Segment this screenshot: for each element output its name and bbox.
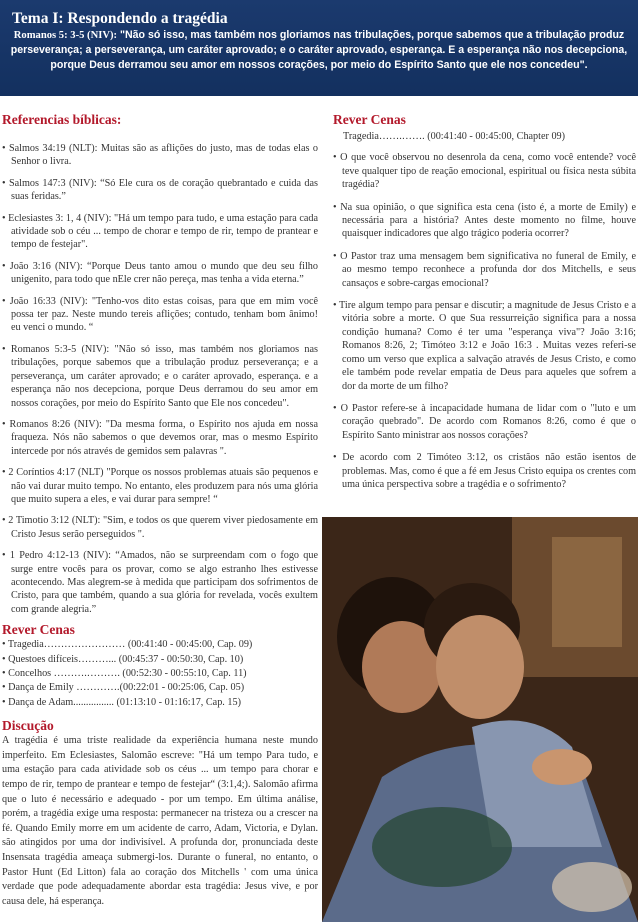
family-grieving-photo	[322, 517, 638, 922]
page-title: Tema I: Respondendo a tragédia	[12, 10, 228, 27]
cena-item: • Dança de Emily ………….(00:22:01 - 00:25:06, Cap. 05)	[2, 682, 245, 694]
question-item: • O Pastor traz uma mensagem bem significativa no funeral de Emily, e ao mesmo tempo reconhece a profunda dor dos Mitchells, e seus cansaços e sobre-cargas emocional?	[333, 250, 636, 289]
ref-item: • 2 Timotio 3:12 (NLT): "Sim, e todos os que querem viver piedosamente em Cristo Jesus serão perseguidos ".	[2, 515, 318, 540]
discussion-heading: Discução	[2, 718, 54, 734]
question-item: • O que você observou no desenrola da cena, como você entende? você teve qualquer tipo de reação emocional, espiritual ou física nesta súbita tragédia?	[333, 152, 636, 191]
refs-heading: Referencias bíblicas:	[2, 112, 122, 127]
photo-illustration	[322, 517, 638, 922]
refs-list	[2, 142, 318, 616]
header-banner	[0, 0, 638, 96]
left-column	[2, 112, 318, 909]
cena-item: • Concelhos ……….………. (00:52:30 - 00:55:10, Cap. 11)	[2, 668, 247, 679]
cena-item: • Tragedia…………………… (00:41:40 - 00:45:00, Cap. 09)	[2, 639, 253, 651]
ref-item: • Salmos 147:3 (NIV): “Só Ele cura os de coração quebrantado e cuida das suas feridas.”	[2, 177, 318, 203]
ref-item: • João 16:33 (NIV): "Tenho-vos dito estas coisas, para que em mim você possa ter paz. Neste mundo tereis aflições; contudo, tenham bom ânimo! eu venci o mundo. “	[2, 295, 318, 334]
ref-item: • 1 Pedro 4:12-13 (NIV): “Amados, não se surpreendam com o fogo que surge entre vocês para os provar, como se algo estranho lhes estivesse acontecendo. Mas alegrem-se à medida que participam dos sofrimentos de Cristo, para que também, quando a sua glória for revelada, vocês exultem com grande alegria.”	[2, 550, 318, 615]
questions-list	[333, 151, 636, 491]
ref-item: • Eclesiastes 3: 1, 4 (NIV): "Há um tempo para tudo, e uma estação para cada atividade sob o céu ... tempo de chorar e tempo de rir, tempo de prantear e tempo de festejar".	[2, 212, 318, 251]
cena-item: • Dança de Adam................ (01:13:10 - 01:16:17, Cap. 15)	[2, 696, 241, 708]
question-item: • Na sua opinião, o que significa esta cena (isto é, a morte de Emily) e necessária para a história? Antes deste momento no filme, houve quaisquer indicadores que algo trágico poderia ocorrer?	[333, 201, 636, 240]
question-item: • Tire algum tempo para pensar e discutir; a magnitude de Jesus Cristo e a vitória sobre a morte. O que Sua ressurreição significa para a nossa condição humana? Como é ter uma "esperança viva"? João 3:16; Romanos 8:26, 2; Timóteo 3:12 e João 16:3 . Muitas vezes referi-se como um verso que explica a salvação através de Jesus Cristo, e como ele também pode revelar empatia de Deus para aqueles que sofrem a dor da morte de um filho?	[333, 300, 636, 392]
cenas-heading: Rever Cenas	[2, 622, 75, 638]
ref-item: • 2 Coríntios 4:17 (NLT) "Porque os nossos problemas atuais são pequenos e não vai durar muito tempo. No entanto, eles produzem para nós uma glória que muito supera a eles, e vai durar para sempre! “	[2, 467, 318, 505]
question-item: • O Pastor refere-se à incapacidade humana de lidar com o "luto e um coração quebrado". De acordo com Romanos 8:26, como é que o Espírito Santo ministrar aos nossos corações?	[333, 402, 636, 441]
cenas-list	[2, 638, 318, 710]
cena-item: • Questoes difíceis………... (00:45:37 - 00:50:30, Cap. 10)	[2, 653, 244, 665]
header-verse	[8, 28, 630, 73]
scene-line: Tragedia…….……. (00:41:40 - 00:45:00, Chapter 09)	[343, 131, 566, 142]
right-column	[333, 112, 636, 491]
ref-item: • Salmos 34:19 (NLT): Muitas são as aflições do justo, mas de todas elas o Senhor o livra.	[2, 143, 318, 168]
ref-item: • Romanos 8:26 (NIV): "Da mesma forma, o Espírito nos ajuda em nossa fraqueza. Nós não sabemos o que devemos orar, mas o mesmo Espírito intercede por nós através de gemidos sem palavras ".	[2, 418, 318, 457]
verse-reference: Romanos 5: 3-5 (NIV):	[13, 30, 118, 41]
rever-cenas-heading: Rever Cenas	[333, 112, 406, 127]
question-item: • De acordo com 2 Timóteo 3:12, os cristãos não estão isentos de problemas. Mas, como é que a fé em Jesus Cristo equipa os crentes com uma única perspectiva sobre a tragédia e o sofrimento?	[333, 452, 636, 490]
verse-text: "Não só isso, mas também nos gloriamos nas tribulações, porque sabemos que a tribulação produz perseverança; a perseverança, um caráter aprovado; e o caráter aprovado, esperança. E a esperança não nos decepciona, porque Deus derramou seu amor em nossos corações, por meio do Espírito Santo que ele nos concedeu".	[10, 29, 628, 71]
ref-item: • João 3:16 (NIV): “Porque Deus tanto amou o mundo que deu seu filho unigenito, para todo que nEle crer não pereça, mas tenha a vida eterna.”	[2, 260, 318, 286]
ref-item: • Romanos 5:3-5 (NIV): "Não só isso, mas também nos gloriamos nas tribulações, porque sabemos que a tribulação produz perseverança; e a perseverança, um caráter aprovado; e o caráter aprovado, esperança. e a esperança não nos decepciona, porque Deus derramou do seu amor em nossos corações, por meio do Espírito Santo que Ele nos concedeu".	[2, 343, 318, 409]
discussion-text: A tragédia é uma triste realidade da experiência humana neste mundo imperfeito. Em Eclesiastes, Salomão escreve: "Há um tempo Para tudo, e uma estação para cada atividade sob os céus ... um tempo para chorar e tempo de rir, tempo de prantear e tempo de festejar“ (3:1,4;). Salomão afirma que o luto é necessário e adequado - por um tempo. Em última análise, porém, a tragédia exige uma resposta: permanecer na tristeza ou a crescer na fé. Quando Emily morre em um acidente de carro, Adam, Victoria, e Dylan. são atingidos por uma dor indivisível. A profunda dor, pronunciada deste Insensata tragédia ameaça submergi-los. Durante o funeral, no entanto, o Pastor Hunt (Ed Litton) fala ao coração dos Mitchells ' com uma única verdade que pode adequadamente abordar esta tragédia: Jesus vive, e por causa dele, há esperança.	[2, 735, 318, 907]
